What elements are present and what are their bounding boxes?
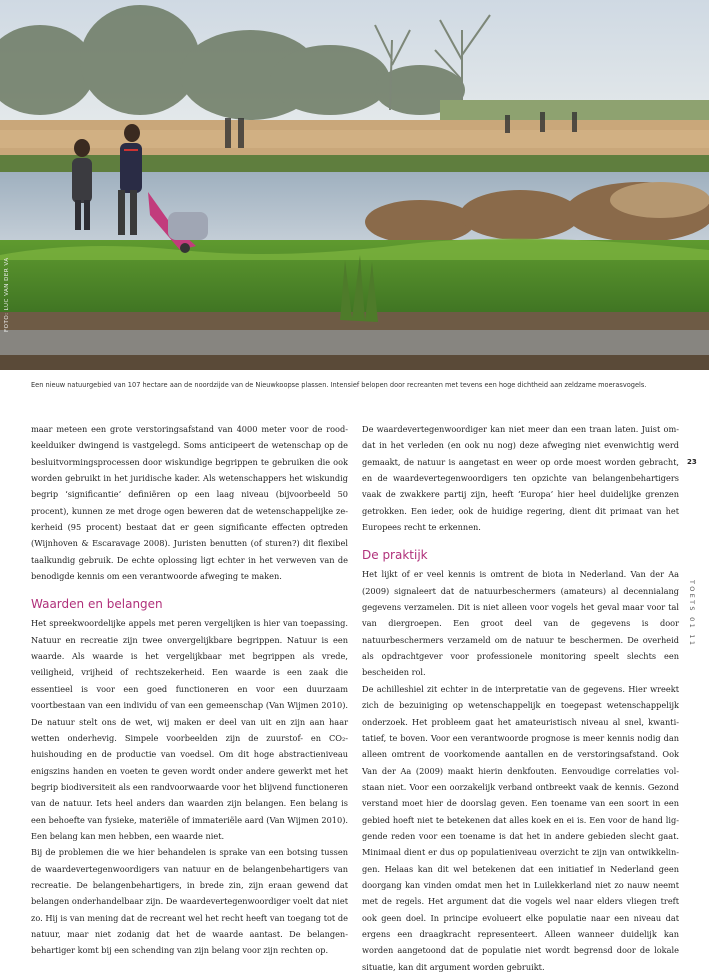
landscape-photo — [0, 0, 709, 370]
page-number: 23 — [687, 458, 697, 466]
left-column — [31, 421, 348, 959]
body-paragraph: Bij de problemen die we hier behandelen is sprake van een botsing tussen de waardevertegenwoordigers van natuur en de belangenbehartigers van recreatie. De belangenbehartigers, in brede zin, zijn eraan gewend dat belangen onderhandelbaar zijn. De waardevertegenwoordiger voelt dat niet zo. Hij is van mening dat de recreant wel het recht heeft van toegang tot de natuur, maar niet zodanig dat het de waarde aantast. De belangenbehartiger komt bij een schending van zijn belang voor zijn rechten op. — [31, 847, 348, 956]
intro-paragraph: De waardevertegenwoordiger kan niet meer dan een traan laten. Juist omdat in het verleden (en ook nu nog) deze afweging niet evenwichtig werd gemaakt, de natuur is aangetast en weer op orde moest worden gebracht, en de waardevertegenwoordigers ten opzichte van belangenbehartigers vaak de zwakkere partij zijn, heeft ‘Europa’ hier heel duidelijke grenzen getrokken. Een ieder, ook de huidige regering, dient dit primaat van het Europees recht te erkennen. — [362, 424, 679, 533]
body-paragraph: Het lijkt of er veel kennis is omtrent de biota in Nederland. Van der Aa (2009) signaleert dat de natuurbeschermers (amateurs) al decennialang gegevens verzamelen. Dit is niet alleen voor vogels het geval maar voor tal van diergroepen. Een groot deel van de gegevens is door natuurbeschermers verzameld om de natuur te beschermen. De overheid als opdrachtgever voor professionele monitoring speelt slechts een bescheiden rol. — [362, 569, 679, 678]
journal-issue-label: TOETS 01 11 — [688, 580, 696, 648]
right-column — [362, 421, 679, 975]
section-heading-waarden: Waarden en belangen — [31, 597, 163, 612]
photo-credit: FOTO: LUC VAN DER VA — [4, 257, 10, 332]
section-heading-praktijk: De praktijk — [362, 548, 428, 563]
body-paragraph: Het spreekwoordelijke appels met peren vergelijken is hier van toepassing. Natuur en recreatie zijn twee onvergelijkbare begrippen. Natuur is een waarde. Als waarde is het vergelijkbaar met begrippen als vrede, veiligheid, vrijheid of rechtszekerheid. Een waarde is een zaak die essentieel is voor een goed functioneren en voor een duurzaam voortbestaan van een individu of van een gemeenschap (Van Wijmen 2010). De natuur stelt ons de wet, wij maken er deel van uit en zijn aan haar wetten onderhevig. Simpele voorbeelden zijn de zuurstof- en CO₂-huishouding en de productie van voedsel. Om dit hoge abstractieniveau enigszins handen en voeten te geven wordt onder andere gewerkt met het begrip biodiversiteit als een randvoorwaarde voor het blijvend functioneren van de natuur. Iets heel anders dan waarden zijn belangen. Een belang is een behoefte van fysieke, materiële of immateriële aard (Van Wijmen 2010). Een belang kan men hebben, een waarde niet. — [31, 618, 348, 841]
body-paragraph: De achilleshiel zit echter in de interpretatie van de gegevens. Hier wreekt zich de bezuiniging op wetenschappelijk en toegepast wetenschappelijk onderzoek. Het probleem gaat het amateuristisch niveau al snel, kwantitatief, te boven. Voor een verantwoorde prognose is meer kennis nodig dan alleen omtrent de voorkomende aantallen en de verstoringsafstand. Ook Van der Aa (2009) maakt hierin denkfouten. Eenvoudige correlaties volstaan niet. Voor een oorzakelijk verband ontbreekt vaak de kennis. Gezond verstand moet hier de doorslag geven. Een toename van een soort in een gebied hoeft niet te betekenen dat alles koek en ei is. Een voor de hand liggende reden voor een toename is dat het in andere gebieden slecht gaat. Minimaal dient er dus op populatieniveau overzicht te zijn van ontwikkelingen. Helaas kan dit wel betekenen dat een initiatief in Nederland geen doorgang kan vinden omdat men het in Luilekkerland niet zo nauw neemt met de regels. Het argument dat die vogels wel naar elders vliegen treft ook geen doel. In principe evolueert elke populatie naar een niveau dat ergens een draagkracht representeert. Alleen wanneer duidelijk kan worden aangetoond dat de populatie niet wordt begrensd door de lokale situatie, kan dit argument worden gebruikt. — [362, 683, 679, 972]
intro-paragraph: maar meteen een grote verstoringsafstand van 4000 meter voor de roodkeelduiker dwingend is vastgelegd. Soms anticipeert de wetenschap op de besluitvormingsprocessen door wiskundige begrippen te gebruiken die ook worden gebruikt in het juridische kader. Als wetenschappers het wiskundig begrip ‘significantie’ definiëren op een laag niveau (bijvoorbeeld 50 procent), kunnen ze met droge ogen beweren dat de wetenschappelijke zekerheid (95 procent) bestaat dat er geen significante effecten optreden (Wijnhoven & Escaravage 2008). Juristen benutten (of sturen?) dit flexibel taalkundig gebruik. De echte oplossing ligt echter in het verweven van de benodigde kennis om een verantwoorde afweging te maken. — [31, 424, 348, 582]
wetland-scene-illustration — [0, 0, 709, 370]
photo-caption: Een nieuw natuurgebied van 107 hectare aan de noordzijde van de Nieuwkoopse plassen. Intensief belopen door recreanten met tevens een hoge dichtheid aan zeldzame moerasvogels. — [31, 381, 647, 389]
